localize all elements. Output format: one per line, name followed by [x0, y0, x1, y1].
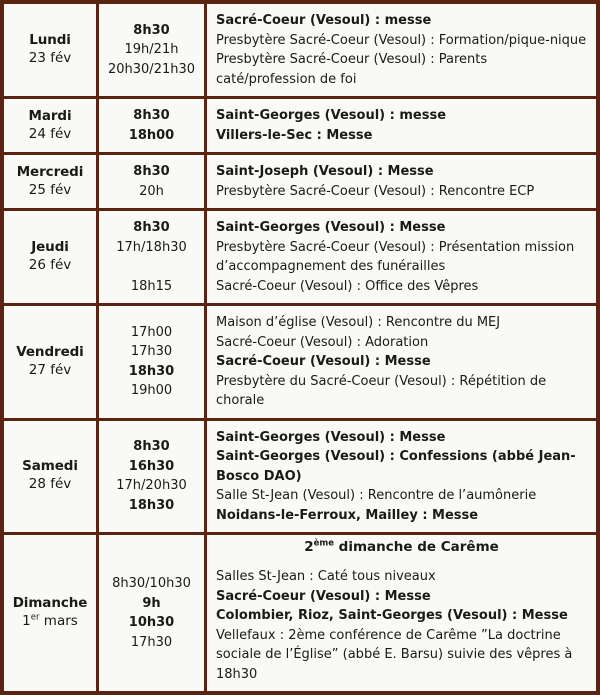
time-entry: 18h00 — [128, 127, 175, 143]
time-entry: 16h30 — [128, 458, 175, 474]
event-list — [207, 155, 596, 208]
day-date — [7, 126, 93, 144]
time-list — [99, 14, 204, 87]
table-row — [4, 419, 596, 534]
table-row — [4, 4, 596, 98]
time-entry: 20h — [139, 183, 164, 199]
event-entry: Saint-Joseph (Vesoul) : Messe — [216, 164, 434, 179]
event-list — [207, 211, 596, 303]
event-cell-samedi — [206, 419, 597, 534]
time-entry: 8h30 — [133, 220, 170, 235]
event-entry: Sacré-Coeur (Vesoul) : messe — [216, 13, 432, 28]
time-cell-samedi — [98, 419, 206, 534]
event-entry: Presbytère Sacré-Coeur (Vesoul) : Parents caté/profession de foi — [216, 52, 488, 87]
day-cell-content — [4, 452, 96, 500]
day-cell-samedi — [4, 419, 98, 534]
time-cell-dimanche — [98, 534, 206, 692]
day-name: Mercredi — [16, 163, 84, 180]
time-list — [99, 316, 204, 408]
time-list — [99, 567, 204, 659]
time-entry: 8h30 — [133, 439, 170, 455]
day-name: Lundi — [29, 32, 71, 49]
event-entry: d’accompagnement des funérailles — [216, 259, 446, 274]
event-list — [207, 99, 596, 152]
event-cell-lundi — [206, 4, 597, 98]
section-title-text: dimanche de Carême — [333, 539, 499, 555]
day-date-ordinal: er — [30, 612, 40, 623]
day-date-text: 1 — [22, 613, 31, 629]
day-date — [7, 613, 93, 631]
event-entry: Presbytère Sacré-Coeur (Vesoul) : Formation/pique-nique — [216, 32, 587, 48]
time-cell-lundi — [98, 4, 206, 98]
time-entry: 9h — [142, 595, 161, 611]
schedule-grid — [4, 4, 596, 691]
event-list — [207, 4, 596, 96]
day-date-text: 26 fév — [28, 257, 72, 273]
day-cell-vendredi — [4, 305, 98, 420]
time-entry: 17h30 — [130, 634, 173, 650]
event-entry: Sacré-Coeur (Vesoul) : Office des Vêpres — [216, 278, 479, 294]
time-entry: 8h30 — [133, 164, 170, 179]
event-entry: Presbytère du Sacré-Coeur (Vesoul) : Répétition de chorale — [216, 373, 547, 408]
table-row — [4, 154, 596, 210]
event-cell-jeudi — [206, 210, 597, 305]
event-entry: Salles St-Jean : Caté tous niveaux — [216, 569, 436, 584]
table-row — [4, 305, 596, 420]
event-entry: Sacré-Coeur (Vesoul) : Adoration — [216, 334, 429, 350]
day-name: Vendredi — [16, 343, 84, 360]
event-entry: Vellefaux : 2ème conférence de Carême ”La doctrine sociale de l’Église” (abbé E. Barsu) suivie des vêpres à 18h30 — [216, 627, 573, 682]
schedule-body — [4, 4, 596, 691]
day-name: Mardi — [28, 107, 72, 124]
day-date — [7, 182, 93, 200]
event-entry: Saint-Georges (Vesoul) : Messe — [216, 429, 446, 445]
event-entry: Salle St-Jean (Vesoul) : Rencontre de l’aumônerie — [216, 488, 537, 503]
event-entry: Maison d’église (Vesoul) : Rencontre du MEJ — [216, 315, 501, 330]
day-date-text: 25 fév — [28, 181, 72, 198]
day-date — [7, 50, 93, 68]
time-cell-jeudi — [98, 210, 206, 305]
time-entry: 19h00 — [130, 383, 173, 399]
event-entry: Presbytère Sacré-Coeur (Vesoul) : Présentation mission — [216, 239, 575, 255]
time-entry: 17h30 — [130, 344, 173, 360]
event-cell-dimanche — [206, 534, 597, 692]
day-cell-dimanche — [4, 534, 98, 692]
time-entry: 17h00 — [130, 324, 173, 340]
event-list — [207, 421, 596, 533]
day-cell-mardi — [4, 98, 98, 154]
time-cell-mardi — [98, 98, 206, 154]
time-entry: 19h/21h — [124, 42, 179, 58]
time-entry: 18h30 — [128, 363, 175, 379]
day-date-text: 23 fév — [28, 50, 72, 66]
day-cell-content — [4, 158, 96, 206]
day-date-text: 24 fév — [28, 125, 72, 142]
event-entry: Saint-Georges (Vesoul) : Confessions (abbé Jean-Bosco DAO) — [216, 449, 576, 484]
day-cell-mercredi — [4, 154, 98, 210]
time-list — [99, 99, 204, 152]
section-title-ordinal: ème — [313, 538, 334, 549]
time-entry: 8h30/10h30 — [112, 576, 191, 591]
event-entry: Colombier, Rioz, Saint-Georges (Vesoul) : Messe — [216, 608, 568, 623]
time-entry: 20h30/21h30 — [107, 61, 196, 77]
time-entry: 18h30 — [128, 497, 175, 513]
time-cell-vendredi — [98, 305, 206, 420]
time-cell-mercredi — [98, 154, 206, 210]
event-entry: Sacré-Coeur (Vesoul) : Messe — [216, 354, 431, 369]
liturgical-season-title — [207, 535, 596, 567]
day-cell-content — [4, 233, 96, 281]
event-entry: Saint-Georges (Vesoul) : Messe — [216, 220, 446, 235]
event-cell-mercredi — [206, 154, 597, 210]
time-entry: 17h/18h30 — [116, 239, 187, 255]
time-entry: 18h15 — [130, 278, 173, 294]
day-cell-content — [4, 589, 96, 637]
table-row — [4, 210, 596, 305]
day-date — [7, 476, 93, 494]
day-date — [7, 257, 93, 275]
section-title-number: 2 — [304, 539, 314, 555]
time-entry: 8h30 — [133, 22, 170, 38]
day-date-month: mars — [39, 613, 78, 629]
time-list — [99, 155, 204, 208]
day-name: Samedi — [22, 458, 78, 475]
event-entry: Villers-le-Sec : Messe — [216, 127, 373, 143]
event-list — [207, 306, 596, 418]
table-row — [4, 98, 596, 154]
event-entry: Presbytère Sacré-Coeur (Vesoul) : Rencontre ECP — [216, 183, 535, 199]
day-name: Jeudi — [31, 239, 69, 256]
day-name: Dimanche — [12, 595, 88, 612]
event-cell-vendredi — [206, 305, 597, 420]
day-cell-content — [4, 338, 96, 386]
day-date — [7, 362, 93, 380]
event-entry: Noidans-le-Ferroux, Mailley : Messe — [216, 507, 479, 523]
event-entry: Saint-Georges (Vesoul) : messe — [216, 108, 447, 123]
event-cell-mardi — [206, 98, 597, 154]
time-list — [99, 211, 204, 303]
day-cell-content — [4, 26, 96, 74]
event-entry: Sacré-Coeur (Vesoul) : Messe — [216, 588, 431, 604]
day-cell-content — [4, 102, 96, 150]
day-date-text: 28 fév — [28, 476, 72, 493]
table-row — [4, 534, 596, 692]
time-entry: 17h/20h30 — [116, 478, 187, 494]
day-cell-lundi — [4, 4, 98, 98]
time-list — [99, 430, 204, 522]
day-cell-jeudi — [4, 210, 98, 305]
time-entry: 8h30 — [133, 108, 170, 123]
time-entry: 10h30 — [128, 615, 175, 630]
day-date-text: 27 fév — [28, 361, 72, 378]
event-list — [207, 567, 596, 691]
